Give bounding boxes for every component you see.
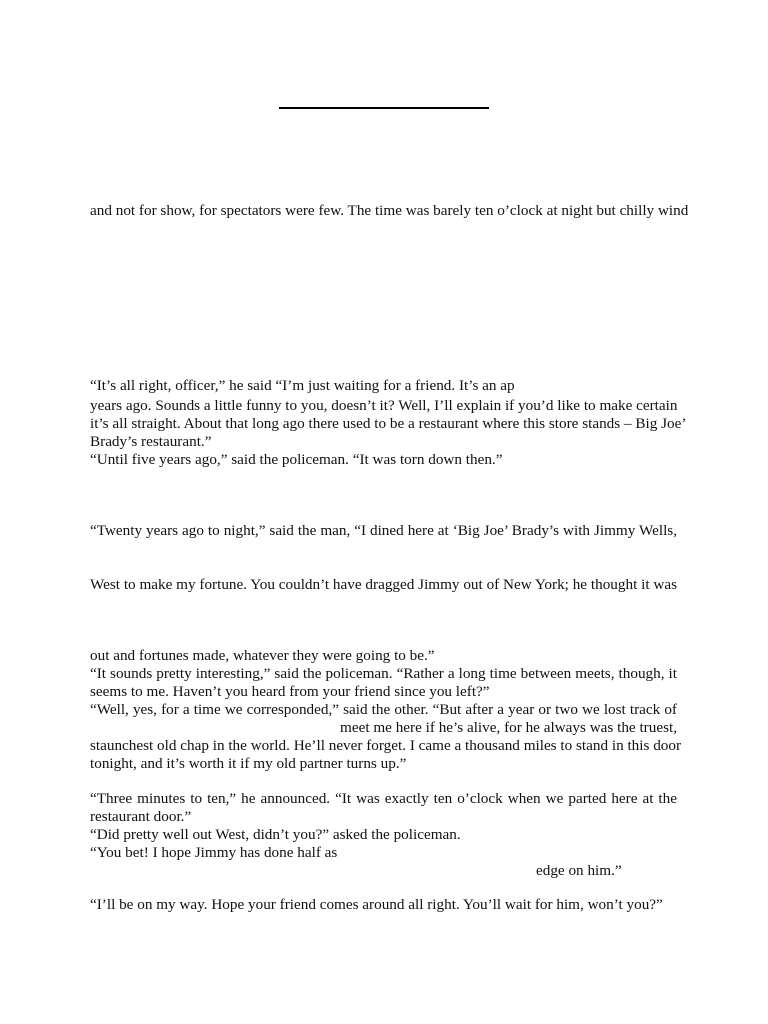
text-line: “Until five years ago,” said the policeman. “It was torn down then.”	[90, 451, 503, 468]
text-line: staunchest old chap in the world. He’ll never forget. I came a thousand miles to stand in this door	[90, 737, 682, 754]
text-line: “It sounds pretty interesting,” said the policeman. “Rather a long time between meets, though, it	[90, 665, 677, 682]
text-line: years ago. Sounds a little funny to you, doesn’t it? Well, I’ll explain if you’d like to make certain	[90, 397, 678, 414]
text-line: meet me here if he’s alive, for he always was the truest,	[340, 719, 677, 736]
text-line: seems to me. Haven’t you heard from your friend since you left?”	[90, 683, 490, 700]
text-line: it’s all straight. About that long ago there used to be a restaurant where this store stands – Big Joe’	[90, 415, 687, 432]
horizontal-rule	[279, 107, 489, 109]
text-line: “Twenty years ago to night,” said the man, “I dined here at ‘Big Joe’ Brady’s with Jimmy Wells,	[90, 522, 677, 539]
text-line: tonight, and it’s worth it if my old partner turns up.”	[90, 755, 407, 772]
text-line: restaurant door.”	[90, 808, 192, 825]
text-line: “You bet! I hope Jimmy has done half as	[90, 844, 338, 861]
text-line: “Three minutes to ten,” he announced. “It was exactly ten o’clock when we parted here at the	[90, 790, 677, 807]
text-line: edge on him.”	[536, 862, 622, 879]
text-line: out and fortunes made, whatever they were going to be.”	[90, 647, 435, 664]
text-line: “Well, yes, for a time we corresponded,” said the other. “But after a year or two we lost track of	[90, 701, 677, 718]
text-line: “I’ll be on my way. Hope your friend comes around all right. You’ll wait for him, won’t you?”	[90, 896, 663, 913]
text-line: “It’s all right, officer,” he said “I’m just waiting for a friend. It’s an ap	[90, 377, 515, 394]
text-line: West to make my fortune. You couldn’t have dragged Jimmy out of New York; he thought it was	[90, 576, 677, 593]
text-line: Brady’s restaurant.”	[90, 433, 212, 450]
text-line: and not for show, for spectators were few. The time was barely ten o’clock at night but chilly wind	[90, 202, 689, 219]
text-line: “Did pretty well out West, didn’t you?” asked the policeman.	[90, 826, 461, 843]
